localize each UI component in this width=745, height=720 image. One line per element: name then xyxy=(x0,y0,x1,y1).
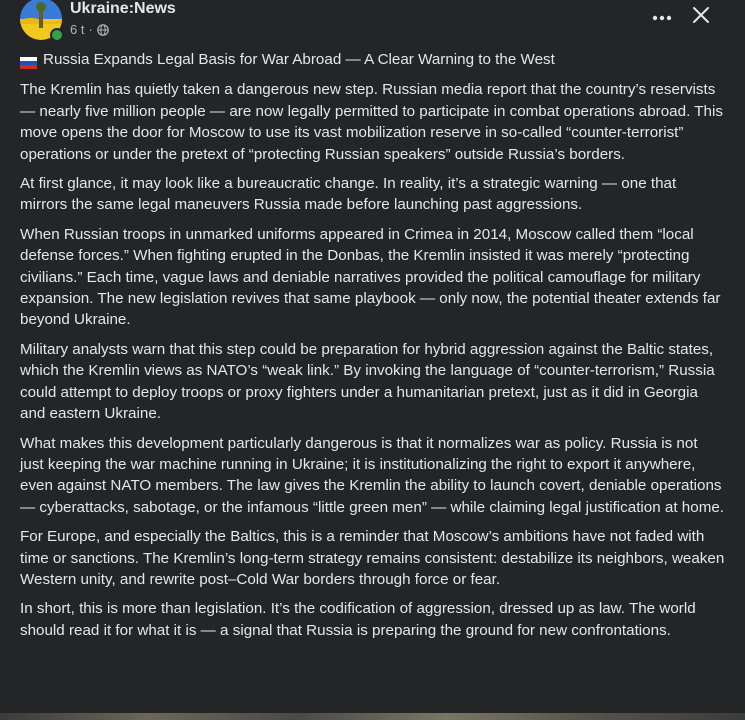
post-paragraph: The Kremlin has quietly taken a dangerous new step. Russian media report that the country’s reservists — nearly five million people — are now legally permitted to participate in combat operations abroad. This move opens the door for Moscow to use its vast mobilization reserve in so-called “counter-terrorist” operations or under the pretext of “protecting Russian speakers” outside Russia’s borders. xyxy=(20,81,723,163)
post-paragraph: For Europe, and especially the Baltics, this is a reminder that Moscow’s ambitions have not faded with time or sanctions. The Kremlin’s long-term strategy remains consistent: destabilize its neighbors, weaken Western unity, and rewrite post–Cold War borders through force or fear. xyxy=(20,528,725,588)
post-time[interactable]: 6 t xyxy=(70,22,85,37)
meta-separator: · xyxy=(88,22,93,37)
post-paragraph: In short, this is more than legislation. It’s the codification of aggression, dressed up as law. The world should read it for what it is — a signal that Russia is preparing the ground for new confrontations. xyxy=(20,600,696,639)
online-status-dot xyxy=(50,28,64,42)
page-name[interactable]: Ukraine:News xyxy=(70,0,176,17)
headline-text: Russia Expands Legal Basis for War Abroad — A Clear Warning to the West xyxy=(43,51,555,68)
post-paragraph: Military analysts warn that this step could be preparation for hybrid aggression against the Baltic states, which the Kremlin views as NATO’s “weak link.” By invoking the language of “counter-terrorism,” Russia could attempt to deploy troops or proxy fighters under a humanitarian pretext, just as it did in Georgia and eastern Ukraine. xyxy=(20,340,715,423)
close-icon xyxy=(692,6,710,29)
post-image-preview[interactable] xyxy=(0,713,745,720)
close-button[interactable] xyxy=(686,2,716,32)
more-options-button[interactable] xyxy=(645,4,679,30)
post-paragraph: What makes this development particularly dangerous is that it normalizes war as policy. Russia is not just keeping the war machine running in Ukraine; it is institutionalizing the right to export it anywhere, even against NATO members. The law gives the Kremlin the ability to launch covert, deniable operations — cyberattacks, sabotage, or the infamous “little green men” — while claiming legal justification at home. xyxy=(20,434,725,516)
more-horizontal-icon xyxy=(652,8,672,26)
globe-icon xyxy=(97,24,109,36)
post-paragraph: When Russian troops in unmarked uniforms appeared in Crimea in 2014, Moscow called them “local defense forces.” When fighting erupted in the Donbas, the Kremlin insisted it was merely “protecting civilians.” Each time, vague laws and deniable narratives provided the political camouflage for military expansion. The new legislation revives that same playbook — only now, the potential theater extends far beyond Ukraine. xyxy=(20,225,721,329)
post-body xyxy=(20,49,725,649)
post-header xyxy=(0,0,745,44)
post-headline xyxy=(20,49,725,70)
russia-flag-icon xyxy=(20,54,37,66)
post-paragraph: At first glance, it may look like a bureaucratic change. In reality, it’s a strategic warning — one that mirrors the same legal maneuvers Russia made before launching past aggressions. xyxy=(20,175,677,214)
post-meta xyxy=(70,22,109,38)
